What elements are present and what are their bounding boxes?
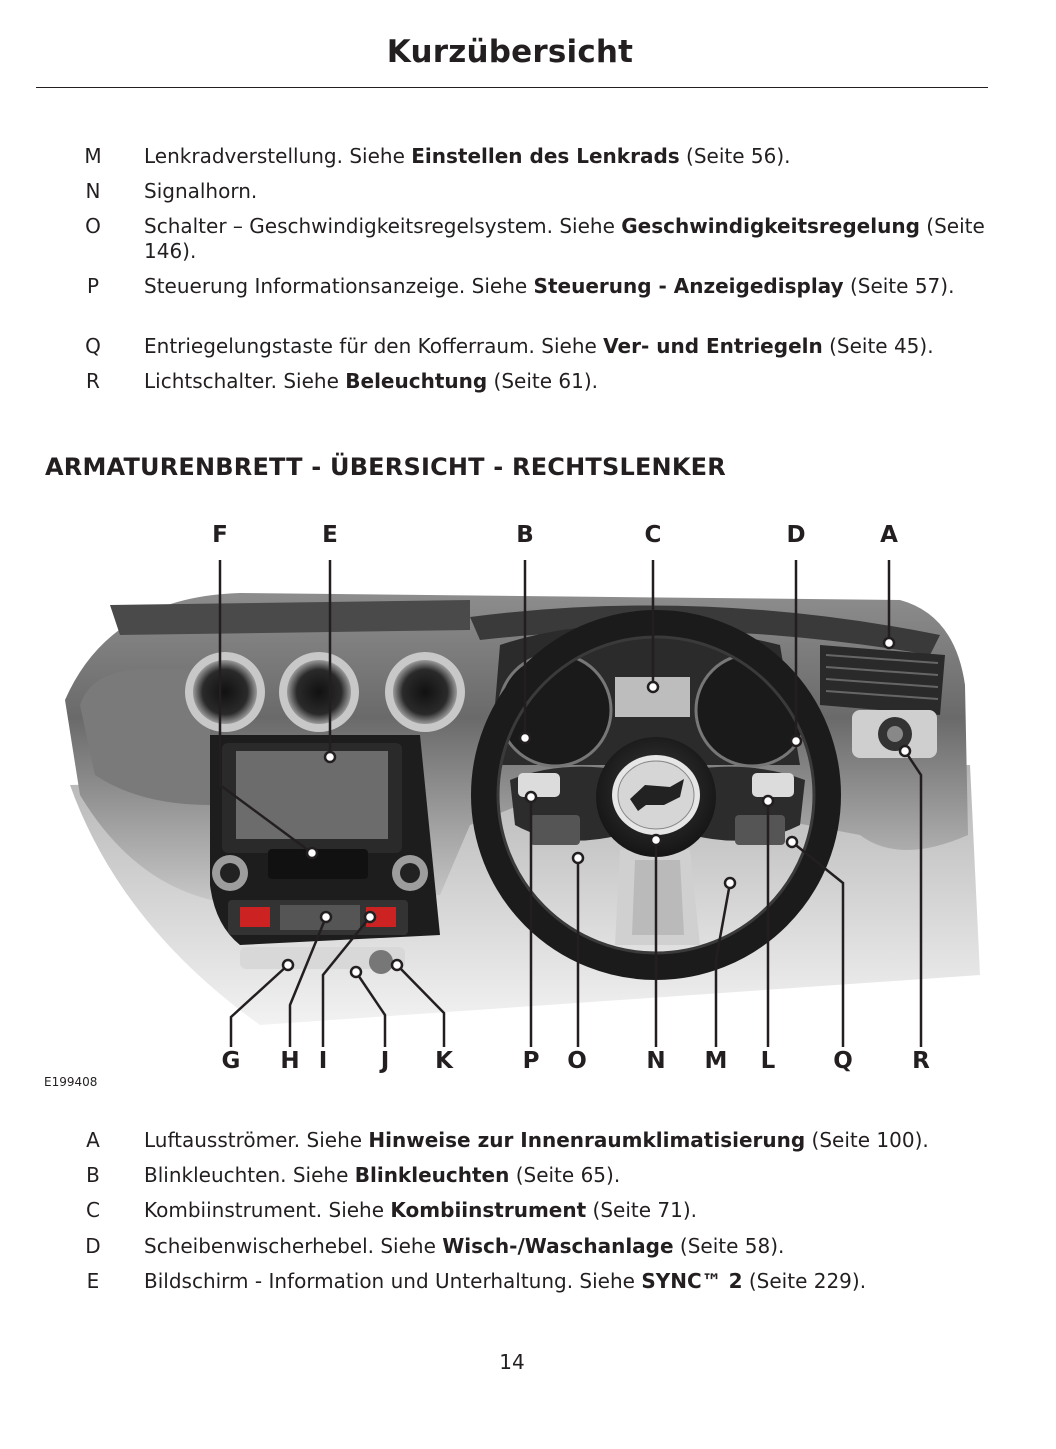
callout-f: F	[212, 522, 228, 548]
item-letter: P	[86, 274, 100, 298]
callout-d: D	[786, 522, 806, 548]
callout-m: M	[704, 1048, 728, 1074]
item-text: Signalhorn.	[144, 179, 258, 203]
item-text: Kombiinstrument. Siehe	[144, 1198, 391, 1222]
item-text: Luftausströmer. Siehe	[144, 1128, 369, 1152]
section-heading: ARMATURENBRETT - ÜBERSICHT - RECHTSLENKER	[45, 453, 726, 481]
callout-r: R	[912, 1048, 930, 1074]
item-reference: SYNC™ 2	[641, 1269, 743, 1293]
item-page-ref: (Seite 71).	[586, 1198, 698, 1222]
item-letter: B	[86, 1163, 100, 1187]
callout-n: N	[646, 1048, 666, 1074]
page-title: Kurzübersicht	[386, 34, 634, 70]
item-page-ref: (Seite 57).	[843, 274, 955, 298]
item-reference: Geschwindigkeitsregelung	[621, 214, 920, 238]
item-page-ref: (Seite 65).	[509, 1163, 621, 1187]
callout-b: B	[516, 522, 534, 548]
item-reference: Kombiinstrument	[390, 1198, 587, 1222]
item-text: Schalter – Geschwindigkeitsregelsystem. Siehe	[144, 214, 622, 238]
dashboard-illustration	[0, 505, 1056, 1085]
item-page-ref: (Seite 229).	[742, 1269, 867, 1293]
item-page-ref: (Seite 58).	[673, 1234, 785, 1258]
callout-p: P	[522, 1048, 540, 1074]
item-page-ref: (Seite 146).	[144, 214, 985, 263]
callout-e: E	[322, 522, 338, 548]
item-letter: E	[86, 1269, 100, 1293]
item-text: Entriegelungstaste für den Kofferraum. Siehe	[144, 334, 604, 358]
item-page-ref: (Seite 61).	[487, 369, 599, 393]
callout-o: O	[567, 1048, 587, 1074]
item-page-ref: (Seite 45).	[822, 334, 934, 358]
callout-h: H	[280, 1048, 300, 1074]
callout-j: J	[380, 1048, 390, 1074]
item-page-ref: (Seite 100).	[805, 1128, 929, 1152]
callout-l: L	[760, 1048, 776, 1074]
item-text: Steuerung Informationsanzeige. Siehe	[144, 274, 534, 298]
dashboard-drawing	[0, 505, 1056, 1085]
item-letter: N	[85, 179, 101, 203]
item-reference: Ver- und Entriegeln	[603, 334, 823, 358]
item-reference: Hinweise zur Innenraumklimatisierung	[368, 1128, 806, 1152]
callout-k: K	[435, 1048, 453, 1074]
item-reference: Einstellen des Lenkrads	[411, 144, 680, 168]
item-letter: C	[86, 1198, 100, 1222]
item-reference: Beleuchtung	[345, 369, 488, 393]
title-divider	[36, 87, 988, 88]
figure-id: E199408	[44, 1075, 98, 1089]
callout-i: I	[318, 1048, 328, 1074]
callout-a: A	[880, 522, 898, 548]
item-letter: M	[84, 144, 102, 168]
item-text: Scheibenwischerhebel. Siehe	[144, 1234, 443, 1258]
item-letter: A	[86, 1128, 100, 1152]
item-reference: Steuerung - Anzeigedisplay	[533, 274, 844, 298]
item-text: Lenkradverstellung. Siehe	[144, 144, 412, 168]
callout-c: C	[644, 522, 662, 548]
item-reference: Wisch-/Waschanlage	[442, 1234, 674, 1258]
item-text: Blinkleuchten. Siehe	[144, 1163, 355, 1187]
item-letter: D	[85, 1234, 101, 1258]
item-letter: Q	[85, 334, 101, 358]
page-number: 14	[499, 1350, 525, 1374]
callout-q: Q	[833, 1048, 853, 1074]
item-page-ref: (Seite 56).	[679, 144, 791, 168]
item-reference: Blinkleuchten	[354, 1163, 510, 1187]
item-text: Bildschirm - Information und Unterhaltung. Siehe	[144, 1269, 642, 1293]
item-letter: O	[85, 214, 101, 238]
item-text: Lichtschalter. Siehe	[144, 369, 346, 393]
item-letter: R	[86, 369, 100, 393]
callout-g: G	[221, 1048, 241, 1074]
